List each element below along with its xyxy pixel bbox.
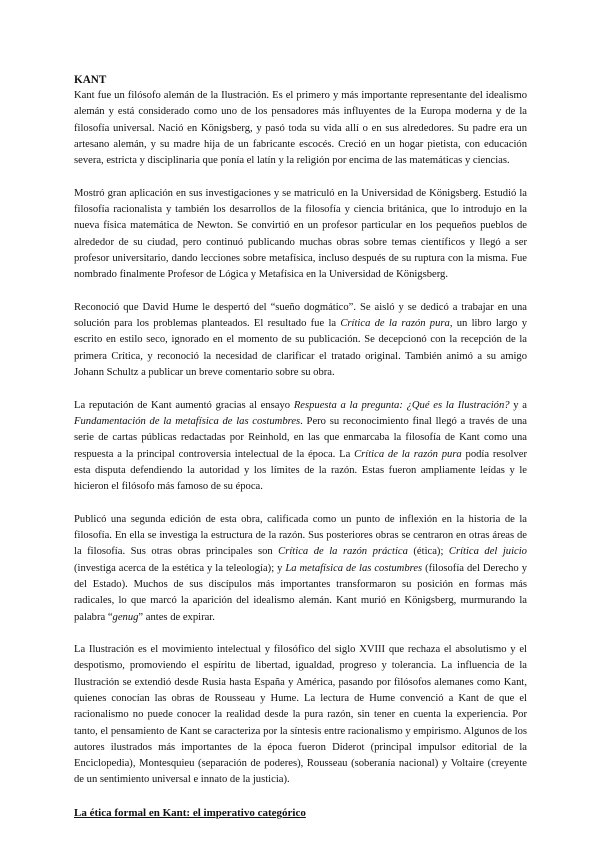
- paragraph-education: Mostró gran aplicación en sus investigaciones y se matriculó en la Universidad de Königsberg. Estudió la filosofía racionalista y también los desarrollos de la filosofía y ciencia británica, que lo introdujo en la nueva física matemática de Newton. Se convirtió en un profesor particular en los pequeños pueblos de alrededor de su ciudad, pero continuó publicando muchas obras sobre temas científicos y llegó a ser profesor universitario, dando lecciones sobre metafísica, incluso después de su ruptura con la misma. Fue nombrado finalmente Profesor de Lógica y Metafísica en la Universidad de Königsberg.: [74, 187, 527, 281]
- document-title: KANT: [74, 74, 107, 86]
- work-title: Crítica de la razón práctica: [278, 546, 408, 558]
- paragraph-biography: Kant fue un filósofo alemán de la Ilustración. Es el primero y más importante representante del idealismo alemán y está considerado como uno de los pensadores más influyentes de la Europa moderna y de la filosofía universal. Nació en Königsberg, y pasó toda su vida allí o en sus alrededores. Su padre era un artesano alemán, y su madre hija de un fabricante escocés. Creció en un hogar pietista, con educación severa, estricta y disciplinaria que ponía el latín y la religión por encima de las matemáticas y ciencias.: [74, 90, 527, 167]
- paragraph-works: [74, 512, 527, 626]
- text-span: , un libro largo y escrito en estilo seco, ignorado en el momento de su publicación. Se decepcionó con la recepción de la primera Crítica, y reconoció la necesidad de clarificar el tratado original. También animó a su amigo Johann Schultz a publicar un breve comentario sobre su obra.: [74, 318, 528, 379]
- paragraph-reputation: [74, 398, 527, 496]
- work-title: Crítica de la razón pura: [340, 318, 450, 330]
- work-title: Respuesta a la pregunta: ¿Qué es la Ilustración?: [293, 399, 510, 411]
- paragraph-enlightenment: La Ilustración es el movimiento intelectual y filosófico del siglo XVIII que rechaza el absolutismo y el despotismo, promoviendo el espíritu de libertad, igualdad, progreso y tolerancia. La influencia de la Ilustración se extendió desde Rusia hasta España y América, pasando por filósofos alemanes como Kant, quienes conocían las obras de Rousseau y Hume. La lectura de Hume convenció a Kant de que el racionalismo no puede conocer la realidad desde la pura razón, sin tener en cuenta la experiencia. Por tanto, el pensamiento de Kant se caracteriza por la síntesis entre racionalismo y empirismo. Algunos de los autores ilustrados más importantes de la época fueron Diderot (principal impulsor editorial de la Enciclopedia), Montesquieu (separación de poderes), Rousseau (soberanía nacional) y Voltaire (creyente de un sentimiento universal e innato de la justicia).: [74, 644, 527, 786]
- work-title: La metafísica de las costumbres: [285, 562, 423, 574]
- work-title: Crítica de la razón pura: [354, 448, 462, 460]
- text-span: ” antes de expirar.: [138, 611, 215, 623]
- work-title: Crítica del juicio: [448, 546, 527, 558]
- text-span: Reconoció que David Hume le despertó del “sueño dogmático”. Se aisló y se dedicó a trabajar en una solución para los problemas planteados. El resultado fue la: [74, 301, 527, 330]
- text-span: . Pero su reconocimiento final llegó a través de una serie de cartas públicas redactadas por Reinhold, en las que enmarcaba la filosofía de Kant como una respuesta a la principal controversia intelectual de la época. La: [74, 415, 527, 460]
- text-span: podía resolver esta disputa defendiendo la autoridad y los límites de la razón. Estas fueron ampliamente leídas y le hicieron el filósofo más famoso de su época.: [74, 448, 527, 493]
- paragraph-hume: [74, 300, 527, 381]
- section-heading: La ética formal en Kant: el imperativo categórico: [74, 807, 306, 820]
- work-title: Fundamentación de la metafísica de las costumbres: [74, 415, 301, 427]
- text-span: Publicó una segunda edición de esta obra, calificada como un punto de inflexión en la historia de la filosofía. En ella se investiga la estructura de la razón. Sus posteriores obras se centraron en otras áreas de la filosofía. Sus otras obras principales son: [74, 513, 527, 558]
- text-span: (investiga acerca de la estética y la teleología); y: [74, 562, 286, 574]
- text-span: (filosofía del Derecho y del Estado). Muchos de sus discípulos más importantes transformaron su posición en formas más radicales, lo que marcó la aparición del idealismo alemán. Kant murió en Königsberg, murmurando la palabra “: [74, 562, 527, 623]
- text-span: (ética);: [407, 546, 449, 558]
- last-word: genug: [112, 611, 139, 623]
- text-span: La reputación de Kant aumentó gracias al ensayo: [74, 399, 294, 411]
- text-span: y a: [509, 399, 528, 411]
